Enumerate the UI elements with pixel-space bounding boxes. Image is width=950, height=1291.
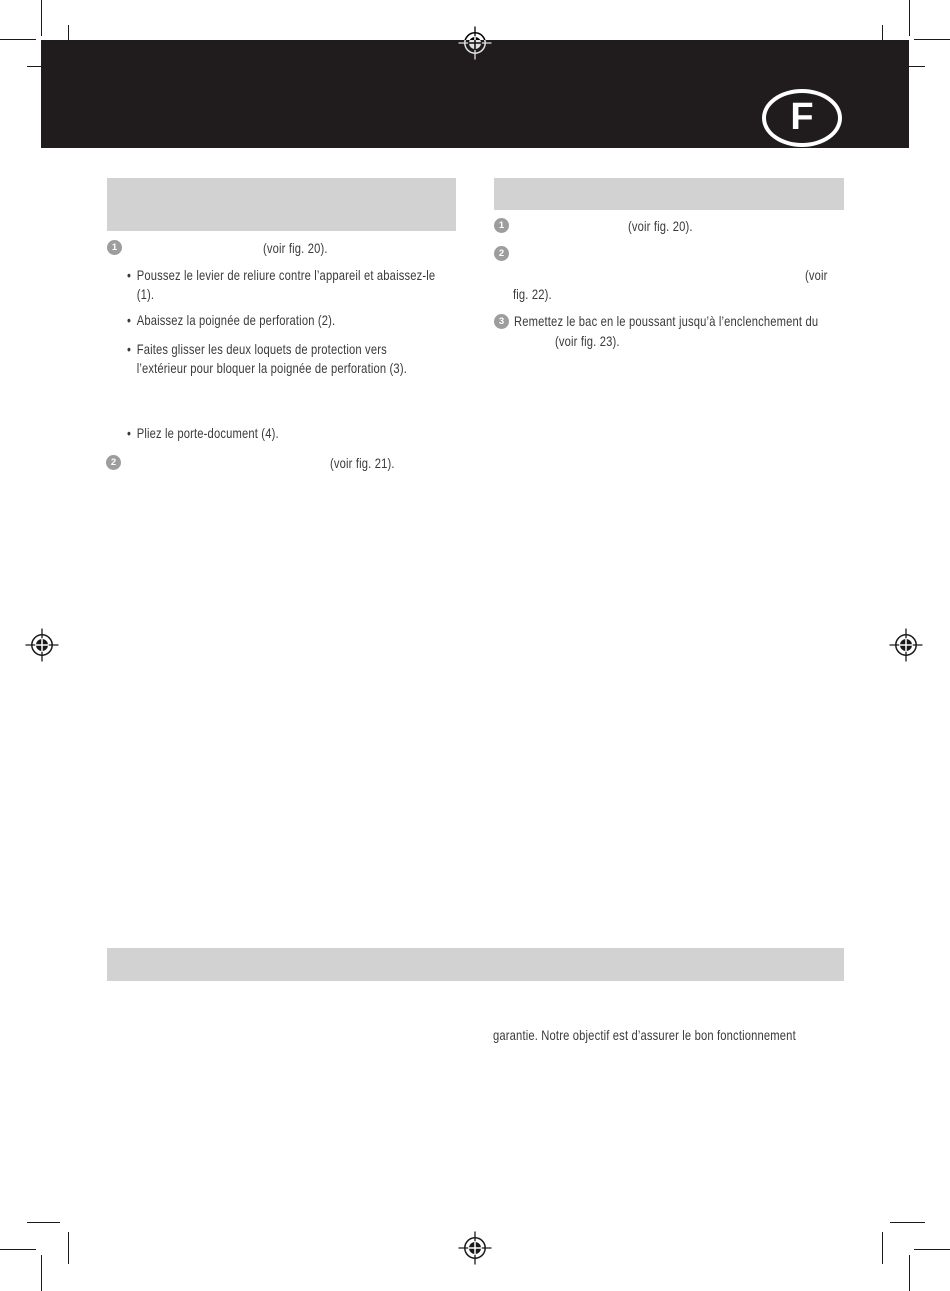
step-number-badge — [106, 455, 121, 470]
bullet-icon: • — [127, 341, 132, 357]
bullet-text-line: (1). — [136, 286, 155, 302]
step-number: 1 — [498, 219, 505, 231]
figure-reference: (voir fig. 20). — [628, 218, 693, 234]
crop-mark — [914, 39, 950, 40]
crop-mark — [909, 1255, 910, 1291]
bullet-text-line: Pliez le porte-document (4). — [136, 425, 279, 441]
bullet-text-line: Abaissez la poignée de perforation (2). — [136, 312, 336, 328]
figure-reference: (voir — [805, 267, 828, 283]
language-badge — [762, 89, 842, 147]
registration-mark-icon — [25, 628, 59, 662]
step-number-badge — [494, 218, 509, 233]
footer-note: garantie. Notre objectif est d’assurer le bon fonctionnement — [493, 1027, 796, 1043]
language-badge-label: F — [790, 96, 814, 138]
bullet-icon: • — [127, 425, 132, 441]
crop-mark — [890, 1222, 925, 1223]
figure-reference: (voir fig. 21). — [330, 455, 395, 471]
crop-mark — [882, 1232, 883, 1264]
crop-mark — [41, 1255, 42, 1291]
bullet-item — [127, 340, 407, 378]
bullet-text-line: Faites glisser les deux loquets de protection vers — [136, 341, 387, 357]
registration-mark-icon — [458, 1231, 492, 1265]
bullet-text-line: Poussez le levier de reliure contre l’appareil et abaissez-le — [136, 267, 436, 283]
step-number: 1 — [111, 241, 118, 253]
registration-mark-icon — [458, 26, 492, 60]
crop-mark — [68, 1232, 69, 1264]
figure-reference: fig. 22). — [513, 286, 552, 302]
crop-mark — [0, 1249, 36, 1250]
step-text: Remettez le bac en le poussant jusqu’à l’enclenchement du — [514, 313, 819, 329]
step-number: 3 — [498, 315, 505, 327]
crop-mark — [41, 0, 42, 36]
crop-mark — [909, 0, 910, 36]
bullet-icon: • — [127, 312, 132, 328]
crop-mark — [914, 1249, 950, 1250]
crop-mark — [0, 39, 36, 40]
figure-reference: (voir fig. 23). — [555, 333, 620, 349]
crop-mark — [27, 1222, 60, 1223]
section-divider-bar — [107, 948, 844, 981]
bullet-text-line: l’extérieur pour bloquer la poignée de perforation (3). — [136, 360, 407, 376]
section-header-bar-right — [494, 178, 844, 210]
bullet-item — [127, 424, 279, 443]
section-header-bar-left — [107, 178, 456, 231]
bullet-item — [127, 311, 335, 330]
step-number: 2 — [110, 456, 117, 468]
bullet-item — [127, 266, 435, 304]
step-number-badge — [107, 240, 122, 255]
step-number-badge — [494, 246, 509, 261]
step-number-badge — [494, 314, 509, 329]
figure-reference: (voir fig. 20). — [263, 240, 328, 256]
registration-mark-icon — [889, 628, 923, 662]
bullet-icon: • — [127, 267, 132, 283]
step-number: 2 — [498, 247, 505, 259]
